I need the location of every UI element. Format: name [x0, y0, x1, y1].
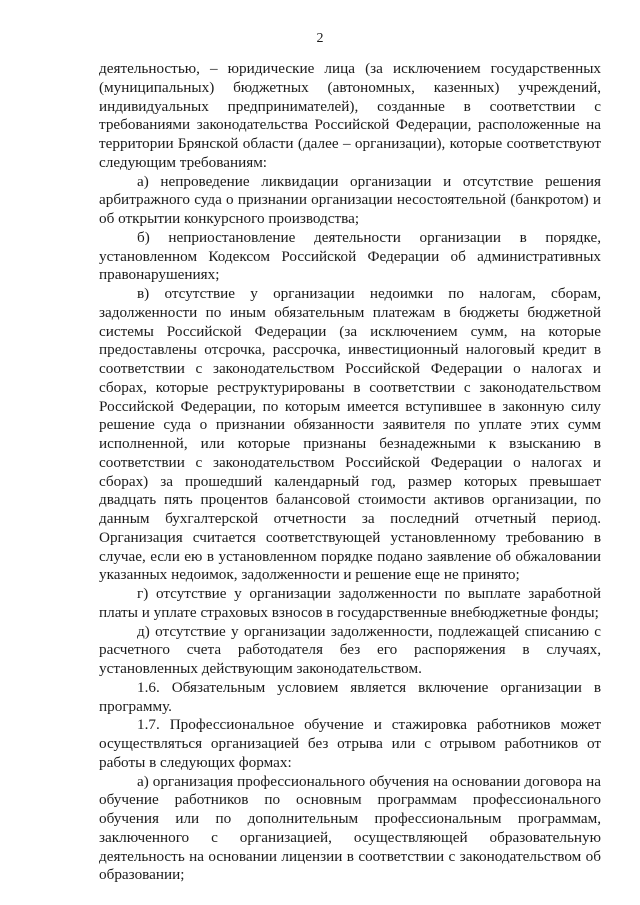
paragraph-requirement-b: б) неприостановление деятельности организации в порядке, установленном Кодексом Российской Федерации об административных правонарушениях; — [99, 228, 601, 284]
paragraph-clause-1-7: 1.7. Профессиональное обучение и стажировка работников может осуществляться организацией без отрыва или с отрывом работников от работы в следующих формах: — [99, 716, 601, 771]
document-body — [99, 60, 601, 885]
paragraph-requirement-a: а) непроведение ликвидации организации и отсутствие решения арбитражного суда о признании организации несостоятельной (банкротом) и об открытии конкурсного производства; — [99, 172, 601, 227]
paragraph-requirement-v: в) отсутствие у организации недоимки по налогам, сборам, задолженности по иным обязательным платежам в бюджеты бюджетной системы Российской Федерации (за исключением сумм, на которые предоставлены отсрочка, рассрочка, инвестиционный налоговый кредит в соответствии с законодательством Российской Федерации о налогах и сборах, которые реструктурированы в соответствии с законодательством Российской Федерации, по которым имеется вступившее в законную силу решение суда о признании обязанности заявителя по уплате этих сумм исполненной, или которые признаны безнадежными к взысканию в соответствии с законодательством Российской Федерации о налогах и сборах) за прошедший календарный год, размер которых превышает двадцать пять процентов балансовой стоимости активов организации, по данным бухгалтерской отчетности за последний отчетный период. Организация считается соответствующей установленному требованию в случае, если ею в установленном порядке подано заявление об обжаловании указанных недоимок, задолженности и решение еще не принято; — [99, 285, 601, 584]
page-number: 2 — [316, 31, 324, 46]
paragraph-clause-1-6: 1.6. Обязательным условием является включение организации в программу. — [99, 678, 601, 715]
paragraph-requirement-g: г) отсутствие у организации задолженности по выплате заработной платы и уплате страховых взносов в государственные внебюджетные фонды; — [99, 585, 601, 621]
paragraph-requirement-d: д) отсутствие у организации задолженности, подлежащей списанию с расчетного счета работодателя без его распоряжения в случаях, установленных действующим законодательством. — [99, 622, 601, 677]
paragraph-intro-continuation: деятельностью, – юридические лица (за исключением государственных (муниципальных) бюджетных (автономных, казенных) учреждений, индивидуальных предпринимателей), созданные в соответствии с требованиями законодательства Российской Федерации, расположенные на территории Брянской области (далее – организации), которые соответствуют следующим требованиям: — [99, 60, 601, 171]
paragraph-form-a: а) организация профессионального обучения на основании договора на обучение работников по основным программам профессионального обучения или по дополнительным профессиональным программам, заключенного с организацией, осуществляющей образовательную деятельность на основании лицензии в соответствии с законодательством об образовании; — [99, 772, 601, 884]
